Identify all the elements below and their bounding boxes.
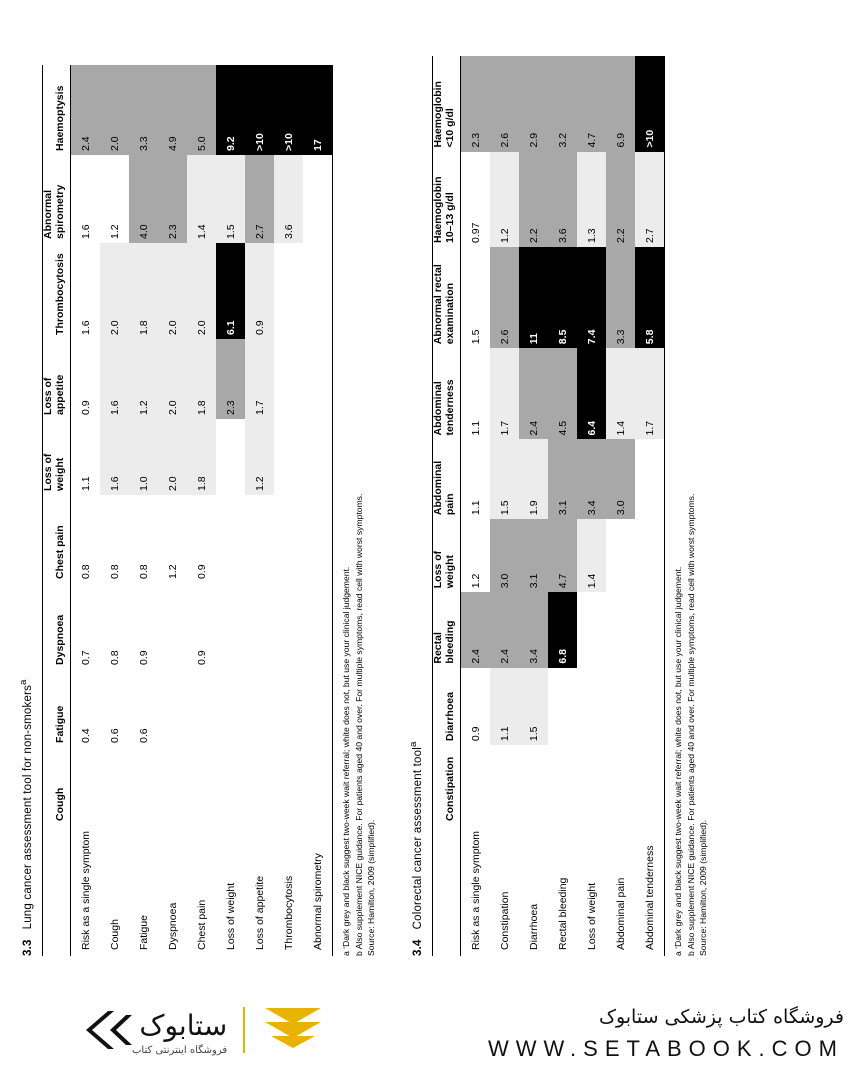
risk-cell: 1.6 (100, 419, 129, 495)
row-label: Thrombocytosis (274, 825, 303, 956)
risk-cell (606, 745, 635, 825)
table-row (158, 65, 187, 956)
risk-cell (519, 745, 548, 825)
risk-cell: 1.9 (519, 439, 548, 519)
risk-cell: 1.7 (490, 348, 519, 439)
table-3-3-corner-cell (42, 825, 71, 956)
risk-cell: 7.4 (577, 247, 606, 348)
risk-cell (635, 745, 665, 825)
risk-cell: 2.6 (490, 56, 519, 152)
risk-cell (303, 583, 333, 669)
risk-cell: 3.1 (519, 519, 548, 592)
table-3-3-head (42, 65, 71, 956)
table-3-4-number: 3.4 (411, 939, 424, 956)
risk-cell: 2.0 (100, 243, 129, 339)
col-thrombocytosis: Thrombocytosis (42, 243, 71, 339)
table-row (216, 65, 245, 956)
risk-cell: 2.7 (245, 155, 274, 243)
risk-cell: 0.8 (100, 495, 129, 583)
row-label: Dyspnoea (158, 825, 187, 956)
risk-cell: 2.0 (187, 243, 216, 339)
risk-cell (274, 495, 303, 583)
row-label: Loss of weight (577, 825, 606, 956)
risk-cell (303, 669, 333, 747)
risk-cell: 2.3 (158, 155, 187, 243)
row-label: Abdominal pain (606, 825, 635, 956)
table-3-4-corner-cell (432, 825, 461, 956)
risk-cell (216, 747, 245, 825)
risk-cell (274, 339, 303, 419)
table-row (548, 56, 577, 956)
risk-cell: 3.2 (548, 56, 577, 152)
risk-cell (303, 495, 333, 583)
risk-cell: 1.1 (71, 419, 101, 495)
risk-cell: 3.3 (606, 247, 635, 348)
row-label: Fatigue (129, 825, 158, 956)
risk-cell (245, 583, 274, 669)
row-label: Constipation (490, 825, 519, 956)
row-label: Rectal bleeding (548, 825, 577, 956)
risk-cell (158, 669, 187, 747)
risk-cell: 1.1 (461, 348, 491, 439)
table-3-3-title: Lung cancer assessment tool for non-smokers (21, 684, 34, 930)
risk-cell: 0.7 (71, 583, 101, 669)
risk-cell: 3.4 (577, 439, 606, 519)
risk-cell: 1.5 (490, 439, 519, 519)
table-3-3-footnote-a: a ‘Dark grey and black suggest two-week wait referral; white does not, but use your clinical judgement. (341, 566, 352, 956)
risk-cell: 0.6 (100, 669, 129, 747)
table-3-3-caption-sup: a (18, 679, 29, 685)
risk-cell: 2.0 (158, 419, 187, 495)
risk-cell: 1.8 (129, 243, 158, 339)
risk-cell (548, 745, 577, 825)
table-3-4 (432, 56, 666, 956)
risk-cell: 1.5 (216, 155, 245, 243)
risk-cell: 2.6 (490, 247, 519, 348)
table-3-3-footnote-b: b Also supplement NICE guidance. For patients aged 40 and over. For multiple symptoms, read cell with worst symptoms. (353, 493, 364, 956)
col-haemoptysis: Haemoptysis (42, 65, 71, 155)
table-3-3-header-row (42, 65, 71, 956)
row-label: Abnormal spirometry (303, 825, 333, 956)
risk-cell: 1.7 (635, 348, 665, 439)
table-row (187, 65, 216, 956)
brand-url[interactable]: WWW.SETABOOK.COM (487, 1036, 844, 1061)
risk-cell: >10 (274, 65, 303, 155)
risk-cell (71, 747, 101, 825)
risk-cell: 1.8 (187, 419, 216, 495)
risk-cell: 0.9 (461, 668, 491, 745)
risk-cell: 1.3 (577, 152, 606, 247)
risk-cell: 1.0 (129, 419, 158, 495)
risk-cell: 0.8 (129, 495, 158, 583)
risk-cell (461, 745, 491, 825)
risk-cell: 3.3 (129, 65, 158, 155)
risk-cell (577, 592, 606, 667)
risk-cell: 0.9 (245, 243, 274, 339)
risk-cell (577, 745, 606, 825)
risk-cell: 1.2 (461, 519, 491, 592)
risk-cell (303, 243, 333, 339)
row-label: Risk as a single symptom (461, 825, 491, 956)
risk-cell: 17 (303, 65, 333, 155)
risk-cell (606, 592, 635, 667)
table-3-3-block (18, 56, 418, 956)
risk-cell (274, 243, 303, 339)
risk-cell (635, 668, 665, 745)
risk-cell: 0.6 (129, 669, 158, 747)
table-3-4-source: Source: Hamilton, 2009 (simplified). (698, 819, 709, 956)
table-3-3-source: Source: Hamilton, 2009 (simplified). (366, 819, 377, 956)
risk-cell: 1.6 (100, 339, 129, 419)
row-label: Chest pain (187, 825, 216, 956)
risk-cell (577, 668, 606, 745)
risk-cell: 1.4 (577, 519, 606, 592)
setabook-logo-caption: فروشگاه اینترنتی کتاب (132, 1045, 228, 1056)
risk-cell: 0.9 (129, 583, 158, 669)
table-3-4-footnotes (672, 396, 709, 956)
risk-cell: 1.5 (461, 247, 491, 348)
risk-cell (303, 339, 333, 419)
logo-divider (243, 1007, 245, 1053)
col-cough: Cough (42, 747, 71, 825)
table-3-3-caption (18, 56, 34, 956)
risk-cell (158, 583, 187, 669)
table-row (577, 56, 606, 956)
risk-cell: 1.1 (490, 668, 519, 745)
risk-cell: 1.2 (100, 155, 129, 243)
risk-cell: 9.2 (216, 65, 245, 155)
risk-cell: 1.4 (187, 155, 216, 243)
risk-cell: 0.4 (71, 669, 101, 747)
col-dyspnoea: Dyspnoea (42, 583, 71, 669)
risk-cell: 1.1 (461, 439, 491, 519)
table-row (129, 65, 158, 956)
risk-cell (274, 419, 303, 495)
setabook-mark-icon (261, 1002, 325, 1057)
risk-cell: 4.7 (548, 519, 577, 592)
risk-cell (303, 419, 333, 495)
col-loss-of-appetite: Loss of appetite (42, 339, 71, 419)
col-constipation: Constipation (432, 745, 461, 825)
risk-cell: 3.1 (548, 439, 577, 519)
risk-cell: 1.2 (158, 495, 187, 583)
risk-cell: 3.6 (548, 152, 577, 247)
risk-cell (635, 519, 665, 592)
risk-cell: 6.9 (606, 56, 635, 152)
table-3-4-header-row (432, 56, 461, 956)
risk-cell: 0.97 (461, 152, 491, 247)
risk-cell: 4.7 (577, 56, 606, 152)
risk-cell (216, 669, 245, 747)
risk-cell: 1.2 (129, 339, 158, 419)
risk-cell: 4.5 (548, 348, 577, 439)
row-label: Diarrhoea (519, 825, 548, 956)
row-label: Risk as a single symptom (71, 825, 101, 956)
table-row (519, 56, 548, 956)
table-row (303, 65, 333, 956)
brand-block (488, 1006, 844, 1062)
setabook-logo-text: ستابوک (139, 1009, 228, 1042)
risk-cell (606, 519, 635, 592)
table-row (490, 56, 519, 956)
risk-cell: 8.5 (548, 247, 577, 348)
risk-cell: 6.8 (548, 592, 577, 667)
risk-cell: 2.7 (635, 152, 665, 247)
risk-cell: 2.9 (519, 56, 548, 152)
table-3-3 (42, 65, 334, 956)
risk-cell (158, 747, 187, 825)
risk-cell: 2.3 (216, 339, 245, 419)
risk-cell: 5.8 (635, 247, 665, 348)
table-row (245, 65, 274, 956)
col-abnormal-rectal-examination: Abnormal rectal examination (432, 247, 461, 348)
table-3-4-title: Colorectal cancer assessment tool (411, 747, 424, 930)
risk-cell (245, 669, 274, 747)
table-3-4-body (461, 56, 665, 956)
risk-cell (216, 419, 245, 495)
chevron-logo-icon (84, 1007, 138, 1053)
table-3-3-body (71, 65, 333, 956)
risk-cell (274, 669, 303, 747)
table-3-4-head (432, 56, 461, 956)
risk-cell (187, 747, 216, 825)
risk-cell (606, 668, 635, 745)
col-haemoglobin-10-13: Haemoglobin 10–13 g/dl (432, 152, 461, 247)
risk-cell: 5.0 (187, 65, 216, 155)
table-3-3-number: 3.3 (21, 939, 34, 956)
risk-cell: 3.0 (490, 519, 519, 592)
risk-cell (187, 669, 216, 747)
risk-cell: 4.0 (129, 155, 158, 243)
risk-cell: 1.4 (606, 348, 635, 439)
risk-cell: 0.9 (187, 583, 216, 669)
risk-cell: 2.0 (158, 339, 187, 419)
risk-cell: 2.2 (606, 152, 635, 247)
row-label: Loss of appetite (245, 825, 274, 956)
risk-cell: 3.4 (519, 592, 548, 667)
col-chest-pain: Chest pain (42, 495, 71, 583)
risk-cell: 2.4 (519, 348, 548, 439)
risk-cell: 0.8 (71, 495, 101, 583)
risk-cell: 2.0 (158, 243, 187, 339)
risk-cell (548, 668, 577, 745)
risk-cell: 2.3 (461, 56, 491, 152)
risk-cell: 1.5 (519, 668, 548, 745)
risk-cell: 0.9 (71, 339, 101, 419)
risk-cell: 0.8 (100, 583, 129, 669)
risk-cell (216, 583, 245, 669)
risk-cell: 2.4 (490, 592, 519, 667)
brand-title-fa: فروشگاه کتاب پزشکی ستابوک (598, 1006, 844, 1028)
row-label: Abdominal tenderness (635, 825, 665, 956)
risk-cell (245, 495, 274, 583)
risk-cell: 1.7 (245, 339, 274, 419)
table-row (71, 65, 101, 956)
row-label: Cough (100, 825, 129, 956)
risk-cell (216, 495, 245, 583)
risk-cell (635, 439, 665, 519)
risk-cell: 1.2 (245, 419, 274, 495)
table-row (461, 56, 491, 956)
risk-cell (129, 747, 158, 825)
table-row (100, 65, 129, 956)
table-row (274, 65, 303, 956)
risk-cell: 2.4 (461, 592, 491, 667)
setabook-logo (84, 1002, 325, 1057)
risk-cell: 6.4 (577, 348, 606, 439)
risk-cell: >10 (245, 65, 274, 155)
risk-cell (274, 583, 303, 669)
risk-cell: 2.2 (519, 152, 548, 247)
risk-cell: 6.1 (216, 243, 245, 339)
col-haemoglobin-under-10: Haemoglobin <10 g/dl (432, 56, 461, 152)
col-abdominal-tenderness: Abdominal tenderness (432, 348, 461, 439)
col-abdominal-pain: Abdominal pain (432, 439, 461, 519)
risk-cell: 4.9 (158, 65, 187, 155)
table-3-3-footnotes (340, 396, 377, 956)
col-diarrhoea: Diarrhoea (432, 668, 461, 745)
risk-cell: >10 (635, 56, 665, 152)
risk-cell (490, 745, 519, 825)
risk-cell: 3.6 (274, 155, 303, 243)
risk-cell: 1.8 (187, 339, 216, 419)
table-row (606, 56, 635, 956)
table-row (635, 56, 665, 956)
risk-cell (274, 747, 303, 825)
col-rectal-bleeding: Rectal bleeding (432, 592, 461, 667)
risk-cell (100, 747, 129, 825)
col-abnormal-spirometry: Abnormal spirometry (42, 155, 71, 243)
risk-cell: 2.4 (71, 65, 101, 155)
table-3-4-footnote-b: b Also supplement NICE guidance. For patients aged 40 and over. For multiple symptoms, read cell with worst symptoms. (685, 493, 696, 956)
table-3-4-caption-sup: a (408, 741, 419, 748)
risk-cell (303, 747, 333, 825)
risk-cell: 2.0 (100, 65, 129, 155)
table-3-4-footnote-a: a ‘Dark grey and black suggest two-week wait referral; white does not, but use your clinical judgement. (673, 566, 684, 956)
table-3-4-caption (408, 56, 424, 956)
row-label: Loss of weight (216, 825, 245, 956)
col-loss-of-weight-cr: Loss of weight (432, 519, 461, 592)
risk-cell (303, 155, 333, 243)
risk-cell: 0.9 (187, 495, 216, 583)
footer-branding (0, 1000, 866, 1080)
table-3-4-block (408, 56, 768, 956)
risk-cell: 3.0 (606, 439, 635, 519)
risk-cell (245, 747, 274, 825)
col-fatigue: Fatigue (42, 669, 71, 747)
risk-cell: 1.6 (71, 243, 101, 339)
risk-cell: 11 (519, 247, 548, 348)
risk-cell (635, 592, 665, 667)
col-loss-of-weight: Loss of weight (42, 419, 71, 495)
risk-cell: 1.2 (490, 152, 519, 247)
risk-cell: 1.6 (71, 155, 101, 243)
